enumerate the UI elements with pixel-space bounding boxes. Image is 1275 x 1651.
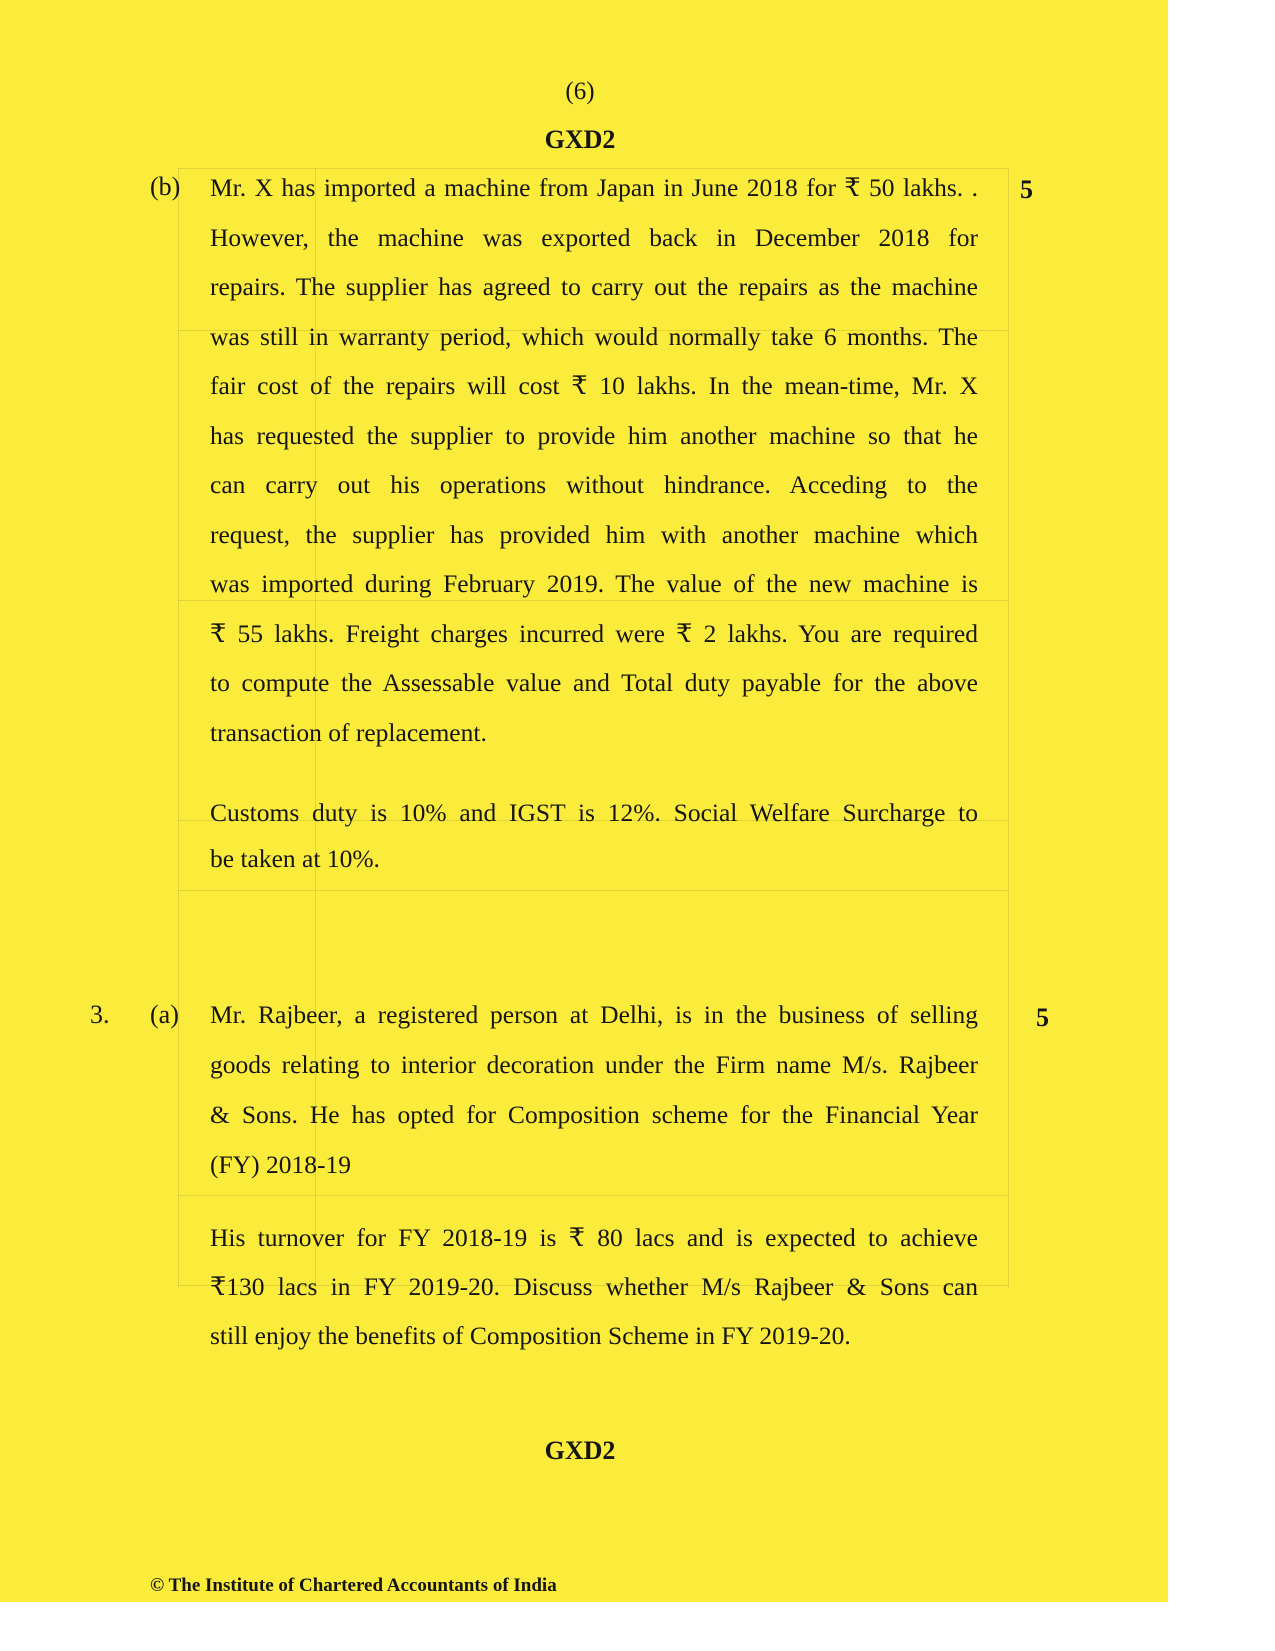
question-2b-rates	[210, 790, 978, 882]
bleed-through-rule	[1008, 168, 1009, 1288]
text-line: ₹130 lacs in FY 2019-20. Discuss whether M/s Rajbeer & Sons can	[210, 1272, 978, 1301]
text-line: Customs duty is 10% and IGST is 12%. Social Welfare Surcharge to	[210, 798, 978, 827]
question-2b-marks: 5	[1020, 175, 1033, 204]
text-line: was still in warranty period, which would normally take 6 months. The	[210, 321, 978, 351]
text-line: can carry out his operations without hindrance. Acceding to the	[210, 470, 978, 499]
text-line: to compute the Assessable value and Total duty payable for the above	[210, 668, 978, 697]
text-line: goods relating to interior decoration under the Firm name M/s. Rajbeer	[210, 1050, 978, 1079]
bleed-through-rule	[178, 890, 1008, 891]
text-line: repairs. The supplier has agreed to carry out the repairs as the machine	[210, 272, 978, 301]
question-2b-text	[210, 163, 978, 757]
question-2b-label: (b)	[150, 172, 181, 201]
text-line: still enjoy the benefits of Composition Scheme in FY 2019-20.	[210, 1321, 851, 1350]
question-3a-text	[210, 990, 978, 1190]
text-line: be taken at 10%.	[210, 844, 380, 873]
question-3a-label: (a)	[150, 1000, 179, 1029]
text-line: ₹ 55 lakhs. Freight charges incurred were ₹ 2 lakhs. You are required	[210, 618, 978, 648]
text-line: His turnover for FY 2018-19 is ₹ 80 lacs and is expected to achieve	[210, 1223, 978, 1252]
question-3a-turnover	[210, 1213, 978, 1360]
text-line: transaction of replacement.	[210, 717, 487, 747]
bleed-through-rule	[178, 1195, 1008, 1196]
text-line: was imported during February 2019. The value of the new machine is	[210, 569, 978, 598]
text-line: However, the machine was exported back in December 2018 for	[210, 222, 978, 252]
question-3a-marks: 5	[1036, 1003, 1049, 1032]
text-line: Mr. Rajbeer, a registered person at Delhi, is in the business of selling	[210, 1000, 978, 1029]
text-line: request, the supplier has provided him with another machine which	[210, 519, 978, 549]
text-line: fair cost of the repairs will cost ₹ 10 lakhs. In the mean-time, Mr. X	[210, 371, 978, 400]
text-line: & Sons. He has opted for Composition scheme for the Financial Year	[210, 1100, 978, 1129]
text-line: Mr. X has imported a machine from Japan in June 2018 for ₹ 50 lakhs. .	[210, 173, 978, 202]
paper-code-header: GXD2	[544, 125, 616, 154]
paper-code-footer: GXD2	[544, 1436, 616, 1465]
bleed-through-rule	[178, 168, 179, 1288]
copyright-notice: © The Institute of Chartered Accountants of India	[150, 1575, 557, 1596]
page-number: (6)	[565, 78, 595, 105]
question-3-number: 3.	[90, 1000, 110, 1029]
text-line: has requested the supplier to provide him another machine so that he	[210, 420, 978, 450]
text-line: (FY) 2018-19	[210, 1150, 351, 1179]
